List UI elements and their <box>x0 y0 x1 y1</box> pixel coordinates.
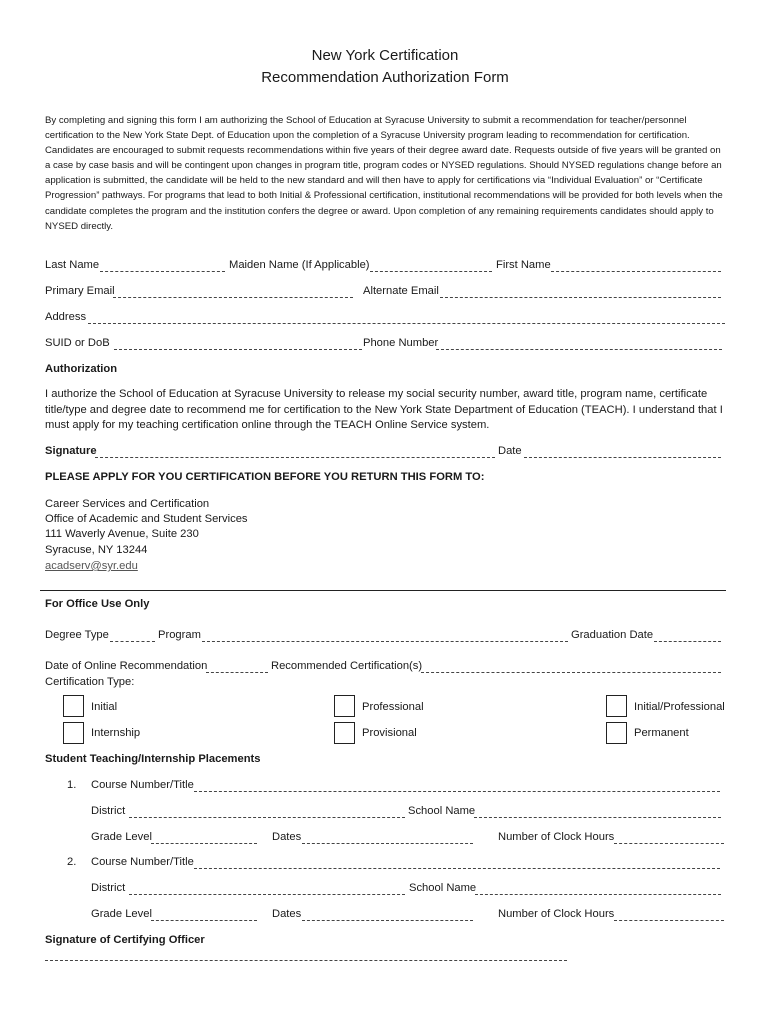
office-use-heading: For Office Use Only <box>45 598 150 610</box>
maiden-name-label: Maiden Name (If Applicable) <box>229 259 370 271</box>
alternate-email-field[interactable] <box>440 297 721 298</box>
alternate-email-label: Alternate Email <box>363 285 439 297</box>
phone-field[interactable] <box>436 349 722 350</box>
cert-type-label: Certification Type: <box>45 676 135 688</box>
signature-field[interactable] <box>95 457 495 458</box>
maiden-name-field[interactable] <box>370 271 492 272</box>
certifying-officer-signature-field[interactable] <box>45 960 567 961</box>
first-name-field[interactable] <box>551 271 721 272</box>
provisional-checkbox[interactable] <box>334 722 355 744</box>
form-title-line1: New York Certification <box>311 47 459 64</box>
professional-option-label: Professional <box>362 701 424 713</box>
placement-1-grade-label: Grade Level <box>91 831 152 843</box>
provisional-option-label: Provisional <box>362 727 417 739</box>
placement-2-grade-label: Grade Level <box>91 908 152 920</box>
placement-1-district-field[interactable] <box>129 817 405 818</box>
certifying-officer-label: Signature of Certifying Officer <box>45 934 205 946</box>
signature-label: Signature <box>45 445 97 457</box>
placement-2-hours-label: Number of Clock Hours <box>498 908 615 920</box>
placement-1-district-label: District <box>91 805 126 817</box>
placement-1-number: 1. <box>67 779 77 791</box>
date-label: Date <box>498 445 522 457</box>
first-name-label: First Name <box>496 259 551 271</box>
degree-type-field[interactable] <box>110 641 155 642</box>
address-line-2: Office of Academic and Student Services <box>45 513 248 525</box>
placement-1-dates-field[interactable] <box>302 843 473 844</box>
internship-option-label: Internship <box>91 727 141 739</box>
placement-2-number: 2. <box>67 856 77 868</box>
primary-email-label: Primary Email <box>45 285 115 297</box>
primary-email-field[interactable] <box>113 297 353 298</box>
placement-2-grade-field[interactable] <box>151 920 257 921</box>
placements-heading: Student Teaching/Internship Placements <box>45 753 261 765</box>
initial-professional-checkbox[interactable] <box>606 695 627 717</box>
section-divider <box>40 590 726 591</box>
placement-1-hours-field[interactable] <box>614 843 724 844</box>
authorization-heading: Authorization <box>45 363 118 375</box>
placement-2-dates-label: Dates <box>272 908 302 920</box>
placement-2-district-label: District <box>91 882 126 894</box>
address-line-3: 111 Waverly Avenue, Suite 230 <box>45 528 199 540</box>
address-field[interactable] <box>88 323 725 324</box>
permanent-checkbox[interactable] <box>606 722 627 744</box>
placement-1-course-field[interactable] <box>194 791 720 792</box>
placement-2-hours-field[interactable] <box>614 920 724 921</box>
address-line-4: Syracuse, NY 13244 <box>45 544 148 556</box>
initial-option-label: Initial <box>91 701 118 713</box>
placement-1-hours-label: Number of Clock Hours <box>498 831 615 843</box>
placement-2-school-field[interactable] <box>475 894 721 895</box>
address-label: Address <box>45 311 87 323</box>
suid-dob-field[interactable] <box>114 349 362 350</box>
placement-1-dates-label: Dates <box>272 831 302 843</box>
degree-type-label: Degree Type <box>45 629 109 641</box>
internship-checkbox[interactable] <box>63 722 84 744</box>
date-online-rec-label: Date of Online Recommendation <box>45 660 208 672</box>
phone-label: Phone Number <box>363 337 439 349</box>
initial-checkbox[interactable] <box>63 695 84 717</box>
placement-2-district-field[interactable] <box>129 894 405 895</box>
placement-1-course-label: Course Number/Title <box>91 779 194 791</box>
apply-notice: PLEASE APPLY FOR YOU CERTIFICATION BEFORE YOU RETURN THIS FORM TO: <box>45 471 485 483</box>
form-title-line2: Recommendation Authorization Form <box>261 69 509 86</box>
permanent-option-label: Permanent <box>634 727 689 739</box>
recommended-cert-field[interactable] <box>421 672 721 673</box>
program-label: Program <box>158 629 201 641</box>
address-line-1: Career Services and Certification <box>45 498 210 510</box>
placement-2-course-label: Course Number/Title <box>91 856 194 868</box>
placement-2-school-label: School Name <box>409 882 477 894</box>
placement-2-dates-field[interactable] <box>302 920 473 921</box>
recommended-cert-label: Recommended Certification(s) <box>271 660 423 672</box>
placement-1-grade-field[interactable] <box>151 843 257 844</box>
placement-1-school-label: School Name <box>408 805 476 817</box>
graduation-date-label: Graduation Date <box>571 629 654 641</box>
initial-professional-option-label: Initial/Professional <box>634 701 725 713</box>
program-field[interactable] <box>202 641 568 642</box>
placement-1-school-field[interactable] <box>474 817 721 818</box>
suid-dob-label: SUID or DoB <box>45 337 110 349</box>
last-name-label: Last Name <box>45 259 100 271</box>
date-field[interactable] <box>524 457 721 458</box>
placement-2-course-field[interactable] <box>194 868 720 869</box>
authorization-text: I authorize the School of Education at Syracuse University to release my social security number, award title, program name, certificate title/type and degree date to recommend me for certification to the New York State Department of Education (TEACH). I understand that I must apply for my teaching certification online through the TEACH Online Service system. <box>45 388 723 431</box>
graduation-date-field[interactable] <box>654 641 721 642</box>
date-online-rec-field[interactable] <box>206 672 268 673</box>
professional-checkbox[interactable] <box>334 695 355 717</box>
intro-paragraph: By completing and signing this form I am authorizing the School of Education at Syracuse University to submit a recommendation for teacher/personnel certification to the New York State Dept. of Education upon the completion of a Syracuse University program leading to recommendation for certification. Candidates are encouraged to submit requests recommendations within five years of their degree award date. Requests outside of five years will be granted on a case by case basis and will be contingent upon changes in program title, program codes or NYSED regulations. Should NYSED regulations change before an application is submitted, the candidate will be held to the new standard and will then have to apply for certifications via “Individual Evaluation” or “Certificate Progression” pathways. For programs that lead to both Initial & Professional certification, institutional recommendations will be provided for both levels when the candidate completes the program and the institution confers the degree or award. Upon completion of any remaining requirements candidates should apply to NYSED directly. <box>45 115 723 232</box>
last-name-field[interactable] <box>100 271 225 272</box>
contact-email-link[interactable]: acadserv@syr.edu <box>45 560 138 572</box>
